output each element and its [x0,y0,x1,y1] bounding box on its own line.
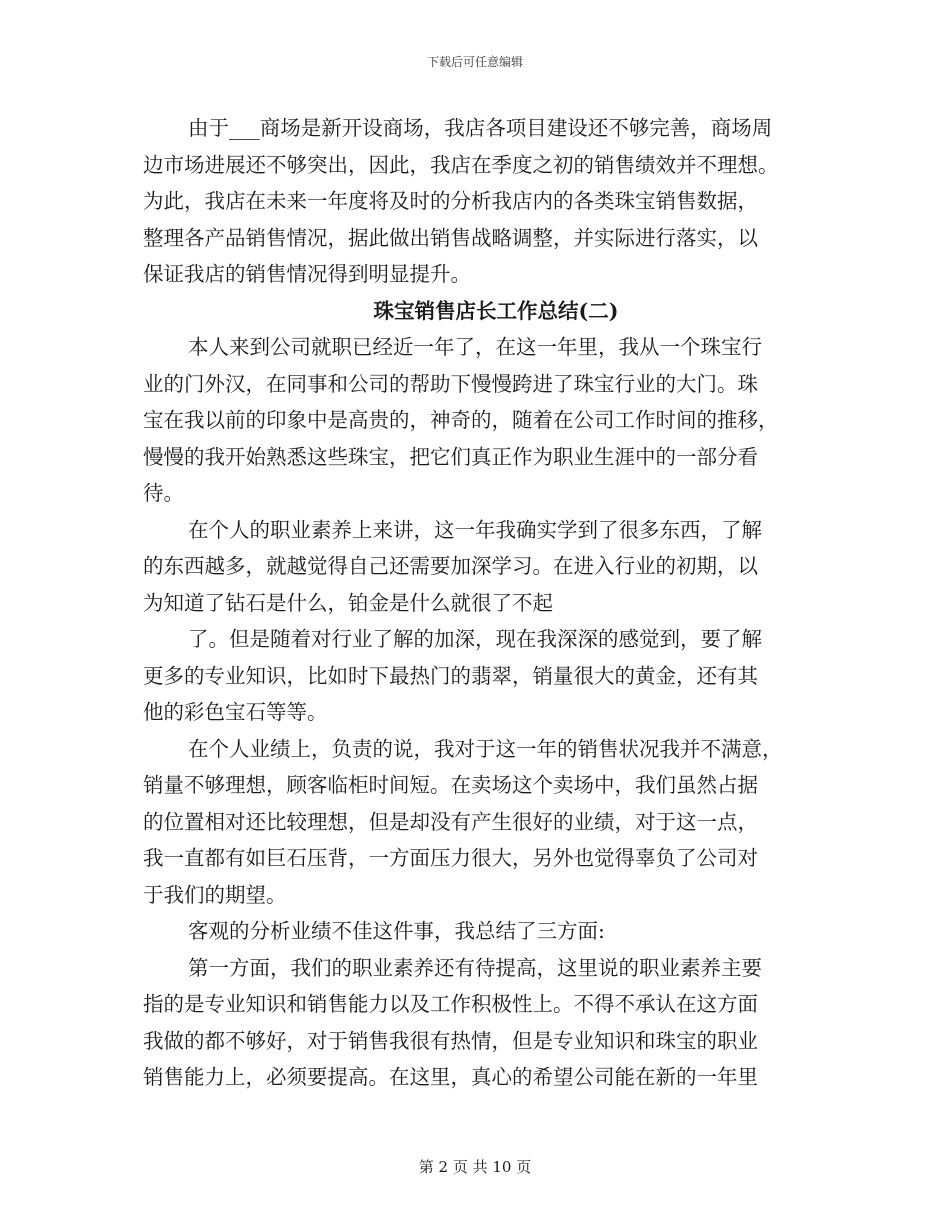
text-line: 我一直都有如巨石压背，一方面压力很大，另外也觉得辜负了公司对 [143,846,758,870]
text-line: 整理各产品销售情况，据此做出销售战略调整，并实际进行落实，以 [143,225,758,250]
paragraph [143,913,811,950]
text-line: 本人来到公司就职已经近一年了，在这一年里，我从一个珠宝行 [188,335,762,359]
text-line: 指的是专业知识和销售能力以及工作积极性上。不得不承认在这方面 [143,992,758,1016]
page-number: 第 2 页 共 10 页 [418,1158,532,1176]
text-line: 第一方面，我们的职业素养还有待提高，这里说的职业素养主要 [188,955,762,980]
section-title: 珠宝销售店长工作总结(二) [373,298,619,323]
paragraph [143,621,811,731]
paragraph [143,512,811,622]
text-line: 宝在我以前的印象中是高贵的，神奇的，随着在公司工作时间的推移， [143,408,779,432]
text-line: 的位置相对还比较理想，但是却没有产生很好的业绩，对于这一点， [143,809,758,834]
text-line: 在个人业绩上，负责的说，我对于这一年的销售状况我并不满意， [188,736,783,761]
text-line: 的东西越多，就越觉得自己还需要加深学习。在进入行业的初期，以 [143,554,758,578]
text-line: 销量不够理想，顾客临柜时间短。在卖场这个卖场中，我们虽然占据 [143,773,758,797]
document-body [143,110,811,1096]
paragraph [143,329,811,512]
text-line: 为此，我店在未来一年度将及时的分析我店内的各类珠宝销售数据， [143,189,758,213]
text-line: 客观的分析业绩不佳这件事，我总结了三方面: [188,919,605,943]
paragraph [143,110,811,293]
text-line: 更多的专业知识，比如时下最热门的翡翠，销量很大的黄金，还有其 [143,663,758,688]
text-line: 待。 [143,481,184,505]
text-line: 保证我店的销售情况得到明显提升。 [143,262,471,286]
text-line: 了。但是随着对行业了解的加深，现在我深深的感觉到，要了解 [188,627,762,651]
text-line: 为知道了钻石是什么，铂金是什么就很了不起 [143,590,553,615]
text-line: 销售能力上，必须要提高。在这里，真心的希望公司能在新的一年里 [143,1065,758,1089]
text-line: 业的门外汉，在同事和公司的帮助下慢慢跨进了珠宝行业的大门。珠 [143,371,758,396]
text-line: 边市场进展还不够突出，因此，我店在季度之初的销售绩效并不理想。 [143,152,779,177]
text-line: 我做的都不够好，对于销售我很有热情，但是专业知识和珠宝的职业 [143,1028,758,1053]
text-line: 他的彩色宝石等等。 [143,700,328,724]
paragraph [143,950,811,1096]
paragraph [143,731,811,914]
text-line: 由于___商场是新开设商场，我店各项目建设还不够完善，商场周 [188,116,773,140]
text-line: 慢慢的我开始熟悉这些珠宝，把它们真正作为职业生涯中的一部分看 [143,444,758,469]
text-line: 于我们的期望。 [143,882,287,907]
header-note: 下载后可任意编辑 [426,55,523,69]
text-line: 在个人的职业素养上来讲，这一年我确实学到了很多东西，了解 [188,517,762,542]
